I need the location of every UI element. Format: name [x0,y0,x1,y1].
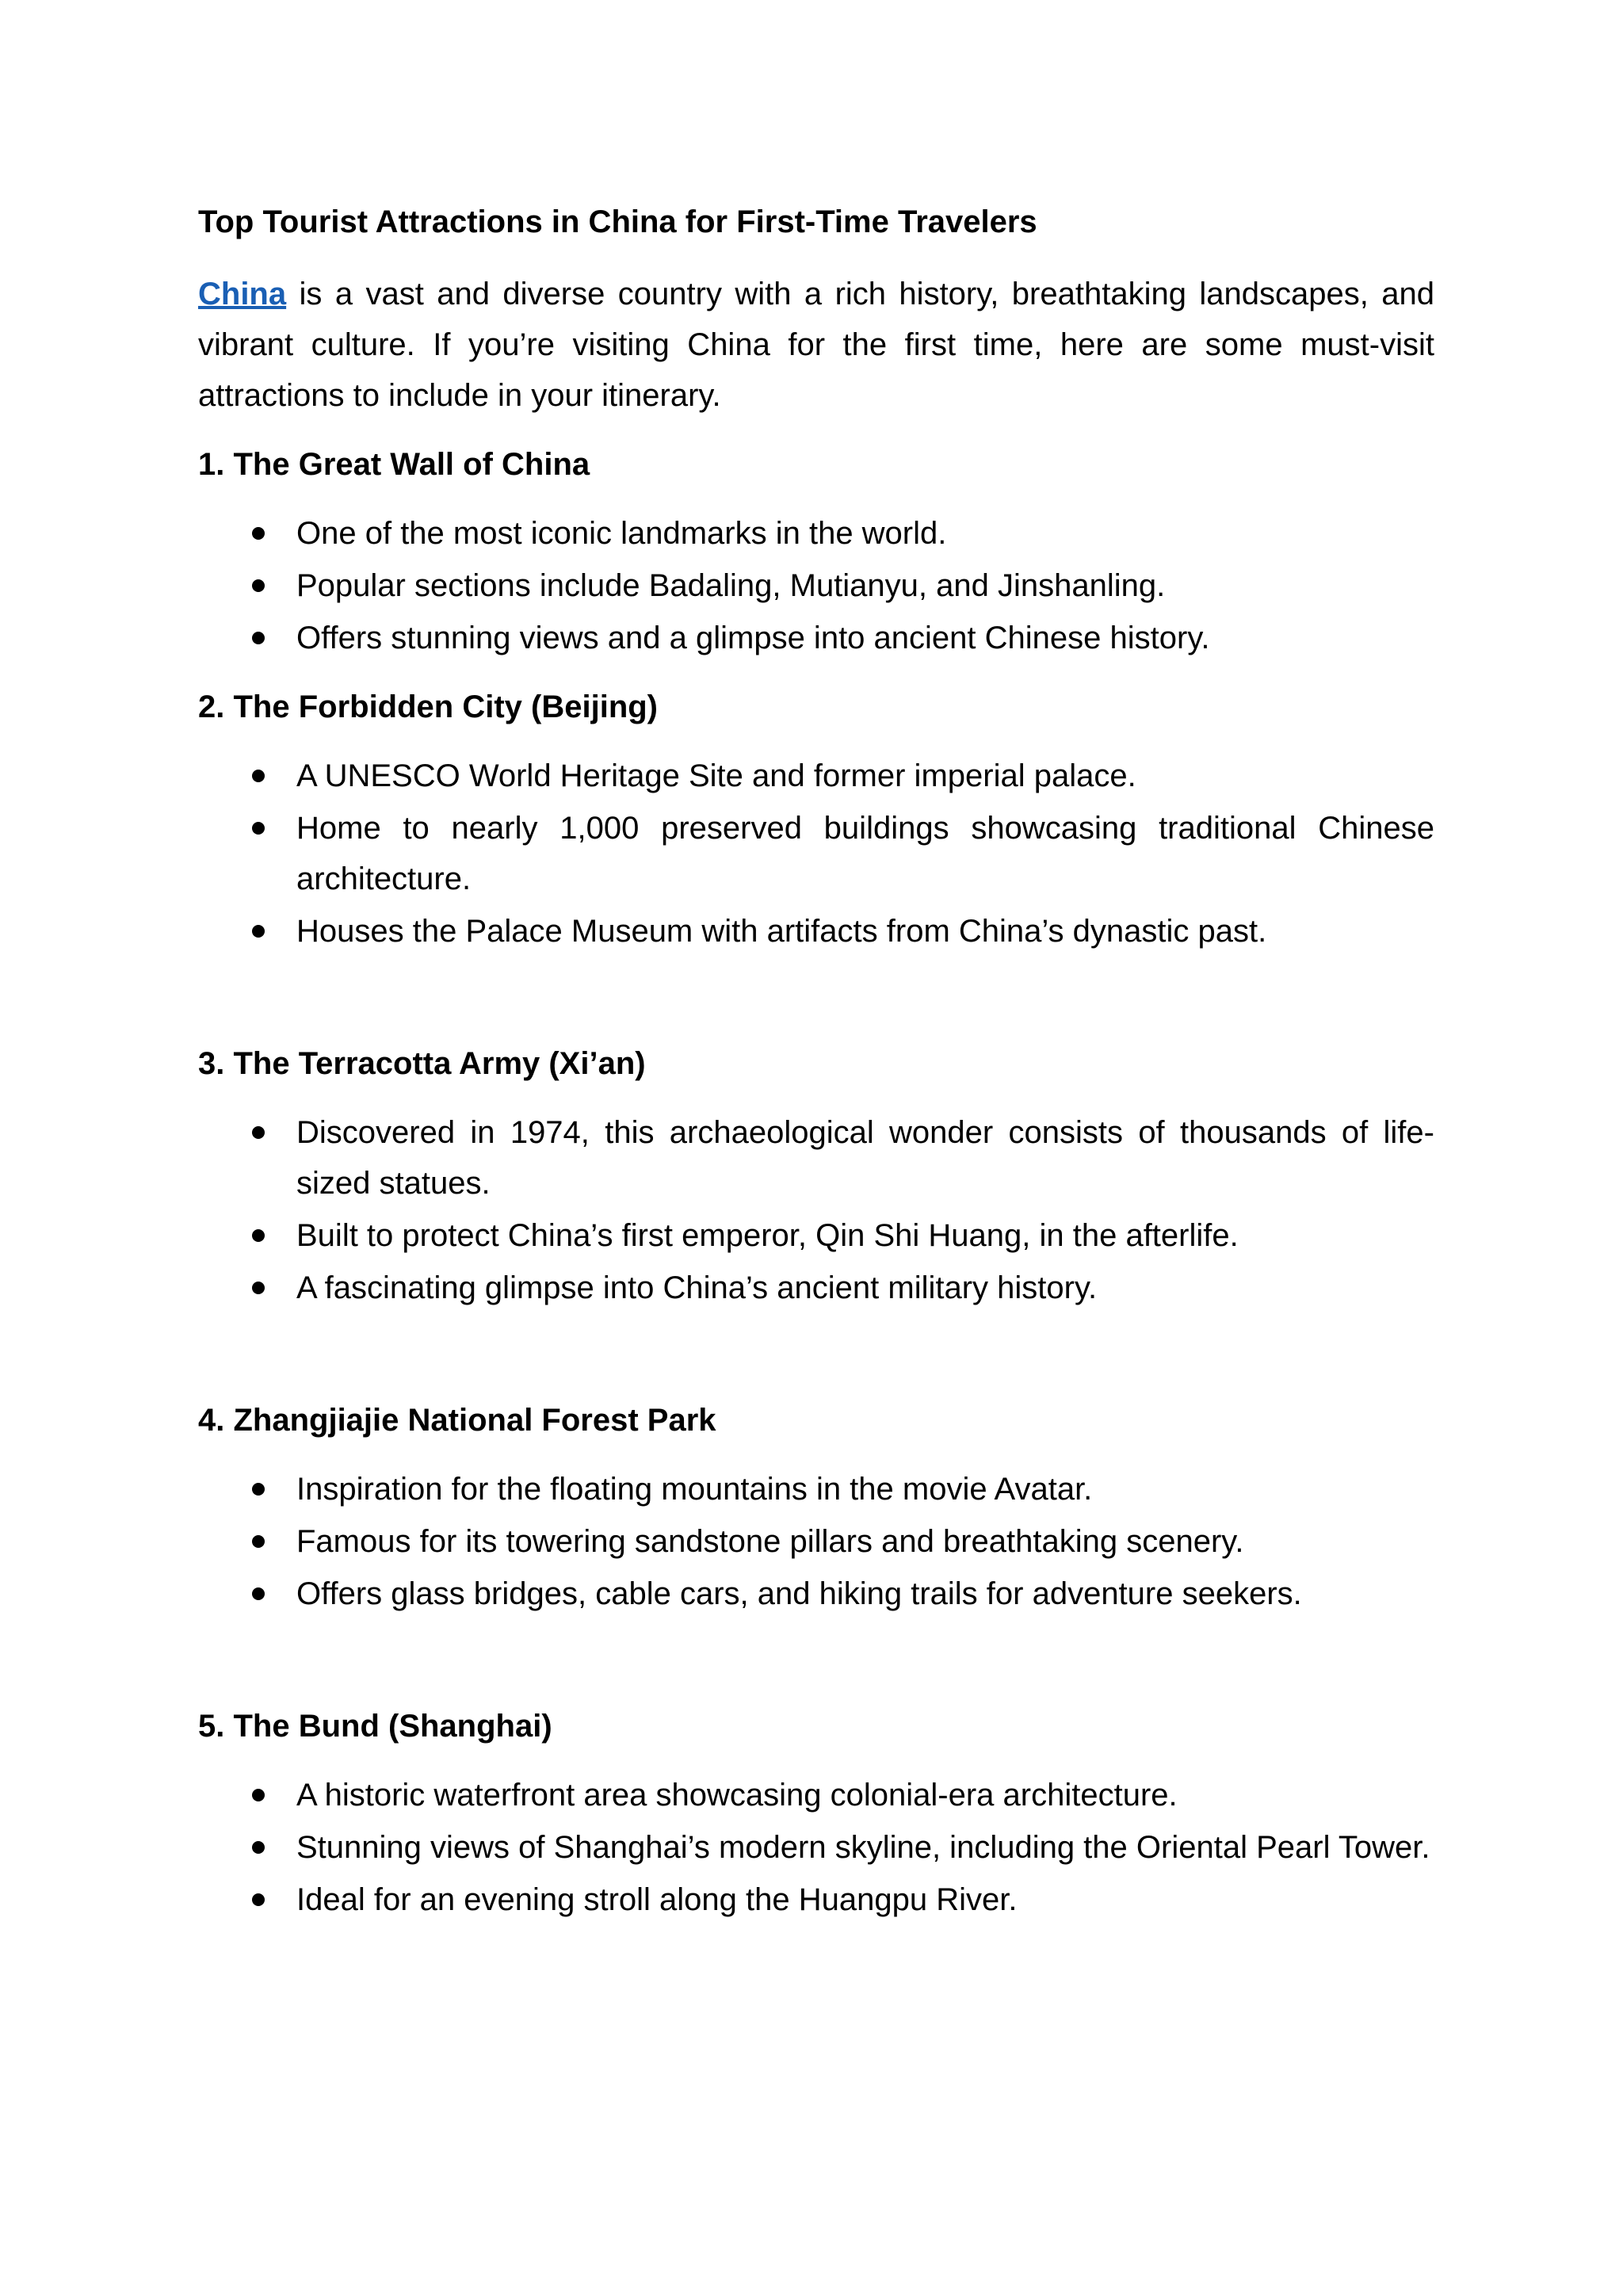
list-item-text: Built to protect China’s first emperor, Qin Shi Huang, in the afterlife. [296,1218,1239,1253]
section-terracotta-army [198,1044,1434,1313]
document-body [198,202,1434,1949]
bullet-icon [252,1483,265,1496]
bullet-icon [252,632,265,644]
bullet-list [198,751,1434,957]
list-item [198,751,1434,801]
section-great-wall [198,445,1434,663]
list-item [198,1822,1434,1873]
list-item-text: A UNESCO World Heritage Site and former imperial palace. [296,758,1136,793]
list-item [198,1516,1434,1567]
list-item-text: Popular sections include Badaling, Mutianyu, and Jinshanling. [296,568,1166,603]
list-item [198,1770,1434,1820]
list-item-text: Famous for its towering sandstone pillars and breathtaking scenery. [296,1524,1244,1559]
bullet-icon [252,1587,265,1600]
section-the-bund [198,1706,1434,1925]
list-item [198,1568,1434,1619]
list-item-text: Offers glass bridges, cable cars, and hiking trails for adventure seekers. [296,1576,1302,1611]
list-item [198,1874,1434,1925]
list-item-text: One of the most iconic landmarks in the world. [296,516,947,551]
bullet-icon [252,1893,265,1906]
list-item [198,560,1434,611]
section-heading: 1. The Great Wall of China [198,447,590,482]
bullet-icon [252,1126,265,1139]
bullet-icon [252,1229,265,1242]
section-heading: 3. The Terracotta Army (Xi’an) [198,1046,646,1081]
bullet-icon [252,1841,265,1854]
intro-paragraph [198,269,1434,421]
bullet-icon [252,527,265,540]
bullet-icon [252,822,265,835]
section-heading: 4. Zhangjiajie National Forest Park [198,1403,716,1438]
bullet-icon [252,1282,265,1294]
bullet-icon [252,925,265,938]
list-item-text: Inspiration for the floating mountains in the movie Avatar. [296,1472,1093,1507]
section-forbidden-city [198,687,1434,957]
document-title: Top Tourist Attractions in China for First-Time Travelers [198,204,1037,239]
list-item-text: A historic waterfront area showcasing colonial-era architecture. [296,1778,1178,1813]
bullet-icon [252,1789,265,1801]
section-heading: 2. The Forbidden City (Beijing) [198,690,658,724]
list-item-text: Ideal for an evening stroll along the Huangpu River. [296,1882,1018,1917]
bullet-list [198,1464,1434,1619]
bullet-icon [252,1535,265,1548]
list-item [198,613,1434,663]
list-item [198,803,1434,904]
list-item-text: Offers stunning views and a glimpse into ancient Chinese history. [296,621,1210,655]
bullet-list [198,508,1434,663]
intro-text: is a vast and diverse country with a rich history, breathtaking landscapes, and vibrant culture. If you’re visiting China for the first time, here are some must-visit attractions to include in your itinerary. [198,277,1434,413]
list-item [198,1263,1434,1313]
section-heading: 5. The Bund (Shanghai) [198,1709,552,1744]
list-item [198,1107,1434,1209]
list-item [198,906,1434,957]
list-item [198,1464,1434,1515]
list-item-text: Discovered in 1974, this archaeological wonder consists of thousands of life-sized statues. [296,1115,1434,1201]
bullet-icon [252,770,265,782]
list-item [198,1210,1434,1261]
list-item-text: Houses the Palace Museum with artifacts from China’s dynastic past. [296,914,1267,949]
list-item-text: Stunning views of Shanghai’s modern skyline, including the Oriental Pearl Tower. [296,1830,1430,1865]
bullet-list [198,1107,1434,1313]
bullet-list [198,1770,1434,1925]
section-zhangjiajie [198,1400,1434,1619]
list-item [198,508,1434,559]
list-item-text: A fascinating glimpse into China’s ancient military history. [296,1270,1098,1305]
list-item-text: Home to nearly 1,000 preserved buildings showcasing traditional Chinese architecture. [296,811,1434,896]
bullet-icon [252,579,265,592]
china-link[interactable]: China [198,277,287,311]
